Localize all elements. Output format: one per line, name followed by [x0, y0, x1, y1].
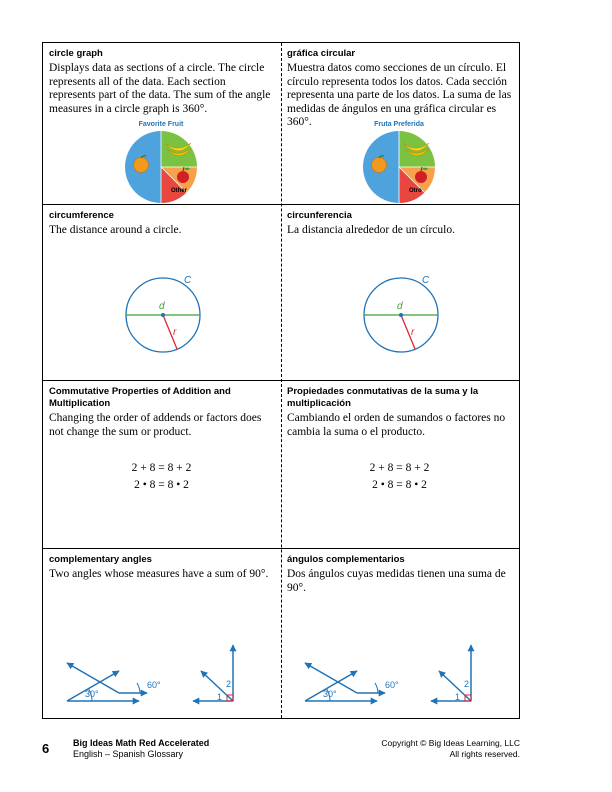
angle-label-1: 1 [217, 692, 223, 702]
copyright-text: Copyright © Big Ideas Learning, LLC [381, 738, 520, 748]
complementary-angles-diagram [281, 609, 518, 709]
entry-circumference-en [43, 205, 280, 380]
radius-label: r [411, 327, 415, 338]
term-definition: Cambiando el orden de sumandos o factores no cambia la suma o el producto. [287, 412, 506, 438]
angle-pair-30-60 [67, 663, 161, 701]
footer-copyright [381, 738, 520, 760]
radius-label: r [173, 327, 177, 338]
equation-multiplication: 2 • 8 = 8 • 2 [372, 479, 427, 491]
term-heading: Propiedades conmutativas de la suma y la multiplicación [287, 386, 479, 409]
pie-slice-label-other: Other [171, 188, 188, 194]
term-definition: Dos ángulos cuyas medidas tienen una suma de 90°. [287, 568, 506, 594]
entry-commutative-es [281, 381, 518, 548]
term-definition: Changing the order of addends or factors does not change the sum or product. [49, 412, 262, 438]
complementary-angles-diagram [43, 609, 280, 709]
favorite-fruit-pie-chart [113, 117, 209, 207]
equation-multiplication: 2 • 8 = 8 • 2 [134, 479, 189, 491]
angle-label-60: 60° [385, 680, 399, 690]
term-heading: complementary angles [49, 554, 152, 565]
diameter-label: d [397, 301, 403, 312]
entry-circle-graph-en [43, 43, 280, 204]
entry-complementary-angles-es [281, 549, 518, 718]
center-point [399, 313, 403, 317]
circumference-label: C [422, 275, 430, 286]
equation-addition: 2 + 8 = 8 + 2 [131, 462, 192, 474]
diameter-label: d [159, 301, 165, 312]
term-definition: La distancia alrededor de un círculo. [287, 224, 455, 236]
right-angle-pair-1-2 [431, 645, 471, 702]
term-definition: Displays data as sections of a circle. The circle represents all of the data. Each section represents part of the data. The sum of the angle measures in a circle graph is 360°. [49, 62, 271, 115]
glossary-grid [42, 42, 520, 719]
equation-addition: 2 + 8 = 8 + 2 [369, 462, 430, 474]
center-point [161, 313, 165, 317]
page-number: 6 [42, 741, 50, 756]
term-heading: circumference [49, 210, 114, 221]
entry-complementary-angles-en [43, 549, 280, 718]
term-heading: Commutative Properties of Addition and Multiplication [49, 386, 231, 409]
entry-circumference-es [281, 205, 518, 380]
term-definition: The distance around a circle. [49, 224, 182, 236]
pie-chart-title: Favorite Fruit [138, 121, 184, 128]
angle-label-30: 30° [85, 689, 99, 699]
rights-text: All rights reserved. [449, 749, 520, 759]
term-heading: circle graph [49, 48, 103, 59]
angle-label-1: 1 [455, 692, 461, 702]
angle-label-2: 2 [226, 679, 232, 689]
pie-chart-title: Fruta Preferida [374, 121, 424, 128]
angle-label-2: 2 [464, 679, 470, 689]
pie-slice-label-other: Otro [409, 188, 422, 194]
term-heading: gráfica circular [287, 48, 356, 59]
circumference-label: C [184, 275, 192, 286]
angle-label-60: 60° [147, 680, 161, 690]
term-definition: Muestra datos como secciones de un círculo. El círculo representa todos los datos. Cada sección representa una parte de los datos. La suma de las medidas de ángulos en una gráfica circular es 360°. [287, 62, 512, 128]
footer-book-info [73, 738, 209, 760]
circumference-diagram [103, 265, 223, 365]
footer-book-title: Big Ideas Math Red Accelerated [73, 738, 210, 748]
fruta-preferida-pie-chart [351, 117, 447, 207]
term-heading: circunferencia [287, 210, 352, 221]
term-definition: Two angles whose measures have a sum of 90°. [49, 568, 269, 580]
term-heading: ángulos complementarios [287, 554, 405, 565]
angle-pair-30-60 [305, 663, 399, 701]
entry-commutative-en [43, 381, 280, 548]
right-angle-pair-1-2 [193, 645, 233, 702]
entry-circle-graph-es [281, 43, 518, 204]
angle-label-30: 30° [323, 689, 337, 699]
footer-subtitle: English – Spanish Glossary [73, 749, 184, 759]
circumference-diagram [341, 265, 461, 365]
